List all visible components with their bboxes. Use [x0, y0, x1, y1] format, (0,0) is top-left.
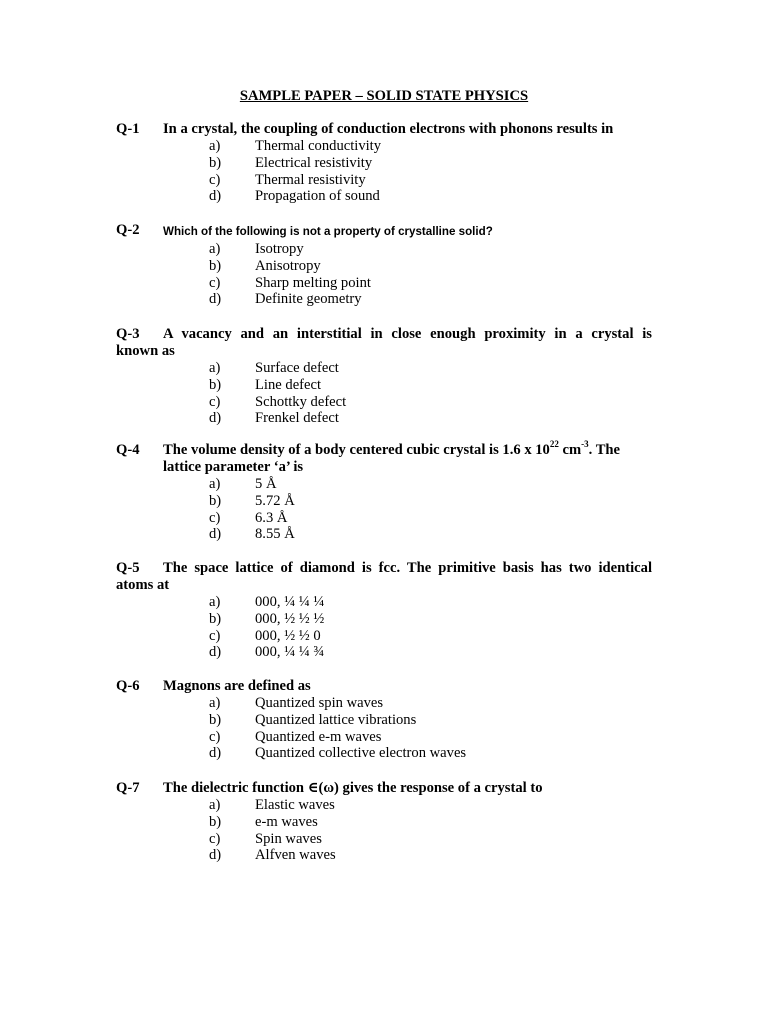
- question-text-part: cm: [558, 442, 582, 458]
- option-text: Spin waves: [255, 830, 322, 847]
- question-header: [116, 678, 652, 695]
- question-5: [116, 560, 652, 661]
- option-item: [116, 410, 652, 427]
- option-letter: d): [209, 847, 222, 864]
- question-2: [116, 222, 652, 308]
- option-letter: d): [209, 291, 222, 308]
- option-letter: d): [209, 644, 222, 661]
- option-list: [116, 138, 652, 205]
- option-text: Elastic waves: [255, 797, 335, 813]
- question-number: Q-6: [116, 678, 140, 694]
- option-item: [116, 476, 652, 493]
- option-item: [116, 797, 652, 814]
- question-number: Q-3: [116, 326, 140, 342]
- option-letter: c): [209, 393, 221, 410]
- option-item: [116, 377, 652, 394]
- option-item: [116, 644, 652, 661]
- question-header: [116, 439, 652, 459]
- option-text: Quantized collective electron waves: [255, 745, 467, 762]
- option-text: Surface defect: [255, 360, 339, 376]
- option-text: Isotropy: [255, 241, 304, 257]
- option-item: [116, 729, 652, 746]
- question-header: [116, 222, 652, 239]
- question-number: Q-1: [116, 121, 140, 137]
- option-text: Quantized spin waves: [255, 695, 384, 711]
- option-item: [116, 510, 652, 527]
- option-text: Thermal resistivity: [255, 171, 366, 188]
- question-4: [116, 439, 652, 543]
- option-text: Quantized lattice vibrations: [255, 711, 417, 728]
- option-text: Anisotropy: [255, 257, 321, 274]
- option-text: 000, ½ ½ ½: [255, 610, 325, 627]
- option-list: [116, 797, 652, 864]
- question-text: Which of the following is not a property of crystalline solid?: [163, 225, 493, 238]
- question-number: Q-7: [116, 780, 140, 796]
- question-text-part: . The: [588, 442, 621, 458]
- option-letter: c): [209, 830, 221, 847]
- option-text: Sharp melting point: [255, 274, 371, 291]
- option-text: 5 Å: [255, 476, 277, 492]
- option-item: [116, 188, 652, 205]
- option-letter: b): [209, 813, 222, 830]
- question-text: [163, 439, 652, 459]
- option-letter: c): [209, 627, 221, 644]
- option-text: Thermal conductivity: [255, 138, 382, 154]
- option-letter: c): [209, 728, 221, 745]
- question-header: [116, 780, 652, 797]
- option-item: [116, 493, 652, 510]
- question-header: [116, 121, 652, 138]
- question-text: A vacancy and an interstitial in close enough proximity in a crystal is: [163, 326, 652, 342]
- option-letter: c): [209, 171, 221, 188]
- option-letter: a): [209, 360, 221, 376]
- question-3: [116, 326, 652, 427]
- superscript: 22: [549, 439, 559, 450]
- option-letter: d): [209, 745, 222, 762]
- option-list: [116, 594, 652, 661]
- option-letter: b): [209, 257, 222, 274]
- option-letter: b): [209, 376, 222, 393]
- option-item: [116, 847, 652, 864]
- option-list: [116, 476, 652, 543]
- option-item: [116, 258, 652, 275]
- option-letter: c): [209, 509, 221, 526]
- option-letter: a): [209, 476, 221, 492]
- question-6: [116, 678, 652, 762]
- question-number: Q-4: [116, 442, 140, 458]
- question-text: The dielectric function ∈(ω) gives the response of a crystal to: [163, 780, 543, 796]
- page-title: SAMPLE PAPER – SOLID STATE PHYSICS: [239, 88, 529, 104]
- option-item: [116, 628, 652, 645]
- option-item: [116, 138, 652, 155]
- question-header: [116, 326, 652, 343]
- option-item: [116, 814, 652, 831]
- question-1: [116, 121, 652, 205]
- question-7: [116, 780, 652, 864]
- option-text: Definite geometry: [255, 291, 362, 308]
- option-letter: a): [209, 695, 221, 711]
- question-text: Magnons are defined as: [163, 678, 311, 694]
- option-item: [116, 291, 652, 308]
- option-text: Propagation of sound: [255, 188, 380, 205]
- option-letter: a): [209, 594, 221, 610]
- option-text: 000, ¼ ¼ ¼: [255, 594, 325, 610]
- option-text: 5.72 Å: [255, 492, 295, 509]
- question-number: Q-2: [116, 222, 140, 238]
- option-text: 000, ¼ ¼ ¾: [255, 644, 325, 661]
- option-item: [116, 712, 652, 729]
- option-text: 000, ½ ½ 0: [255, 627, 321, 644]
- option-text: Line defect: [255, 376, 322, 393]
- option-item: [116, 611, 652, 628]
- question-text: In a crystal, the coupling of conduction electrons with phonons results in: [163, 121, 614, 137]
- option-letter: a): [209, 138, 221, 154]
- option-letter: d): [209, 188, 222, 205]
- option-text: 6.3 Å: [255, 509, 288, 526]
- option-list: [116, 360, 652, 427]
- option-letter: d): [209, 526, 222, 543]
- option-text: Frenkel defect: [255, 410, 339, 427]
- option-item: [116, 172, 652, 189]
- option-item: [116, 526, 652, 543]
- option-list: [116, 241, 652, 308]
- option-text: Quantized e-m waves: [255, 728, 382, 745]
- option-item: [116, 745, 652, 762]
- question-text-continued: atoms at: [116, 577, 170, 593]
- option-letter: b): [209, 610, 222, 627]
- question-number: Q-5: [116, 560, 140, 576]
- option-item: [116, 360, 652, 377]
- question-header: [116, 560, 652, 577]
- option-list: [116, 695, 652, 762]
- option-item: [116, 241, 652, 258]
- question-text: The space lattice of diamond is fcc. The primitive basis has two identical: [163, 560, 652, 576]
- question-text-part: The volume density of a body centered cubic crystal is 1.6 x 10: [163, 442, 550, 458]
- option-item: [116, 275, 652, 292]
- option-item: [116, 155, 652, 172]
- option-text: 8.55 Å: [255, 526, 295, 543]
- option-letter: c): [209, 274, 221, 291]
- option-letter: b): [209, 711, 222, 728]
- option-text: Electrical resistivity: [255, 154, 373, 171]
- option-item: [116, 394, 652, 411]
- option-letter: a): [209, 241, 221, 257]
- superscript: -3: [581, 439, 589, 450]
- option-item: [116, 594, 652, 611]
- option-letter: a): [209, 797, 221, 813]
- option-letter: b): [209, 492, 222, 509]
- option-item: [116, 831, 652, 848]
- option-text: Schottky defect: [255, 393, 347, 410]
- option-letter: b): [209, 154, 222, 171]
- question-text-continued: lattice parameter ‘a’ is: [163, 459, 304, 475]
- option-letter: d): [209, 410, 222, 427]
- option-item: [116, 695, 652, 712]
- option-text: e-m waves: [255, 813, 318, 830]
- question-text-continued: known as: [116, 343, 175, 359]
- option-text: Alfven waves: [255, 847, 336, 864]
